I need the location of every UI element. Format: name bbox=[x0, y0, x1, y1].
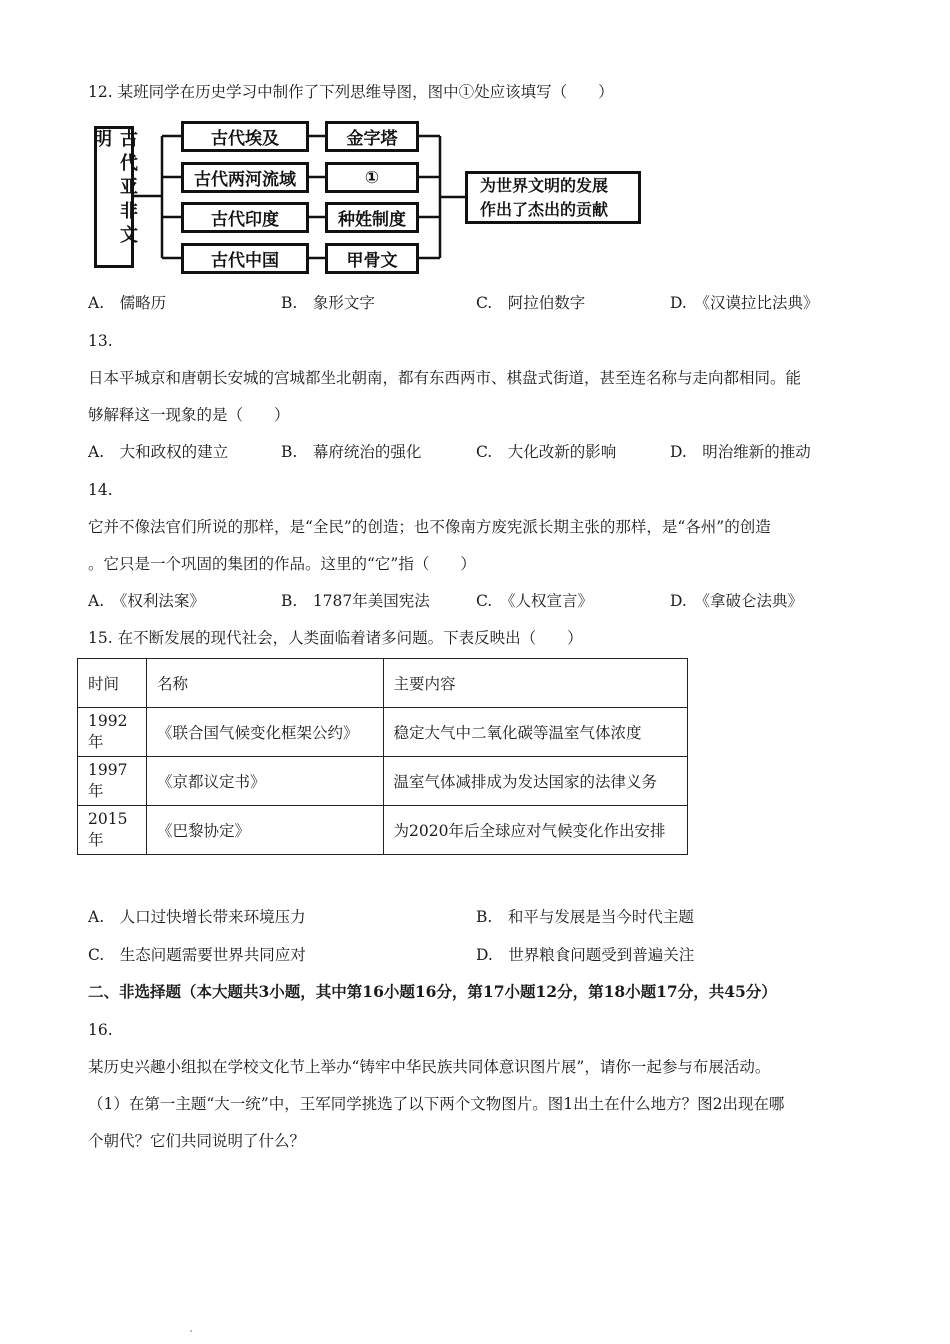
mindmap-conclusion bbox=[465, 171, 641, 224]
q13-option-a[interactable]: A. 大和政权的建立 bbox=[88, 443, 229, 461]
table-cell: 1992年 bbox=[78, 708, 147, 757]
mindmap-civ-egypt: 古代埃及 bbox=[181, 121, 309, 152]
table-header-cell: 名称 bbox=[146, 659, 383, 708]
q14-number: 14. bbox=[88, 481, 113, 499]
table-row bbox=[78, 806, 688, 855]
q14-stem-line2: 。它只是一个巩固的集团的作品。这里的“它”指（ ） bbox=[88, 555, 476, 573]
table-cell: 为2020年后全球应对气候变化作出安排 bbox=[383, 806, 687, 855]
q12-option-b[interactable]: B. 象形文字 bbox=[281, 294, 375, 312]
q14-option-b[interactable]: B. 1787年美国宪法 bbox=[281, 592, 430, 610]
mindmap-root: 古代亚非文明 bbox=[94, 126, 134, 268]
q12-stem: 12. 某班同学在历史学习中制作了下列思维导图，图中①处应该填写（ ） bbox=[88, 83, 614, 101]
mind-map-connectors bbox=[0, 0, 950, 290]
q15-option-d[interactable]: D. 世界粮食问题受到普遍关注 bbox=[476, 946, 695, 964]
q12-option-a[interactable]: A. 儒略历 bbox=[88, 294, 167, 312]
mindmap-civ-india: 古代印度 bbox=[181, 202, 309, 233]
mindmap-achievement-oracle: 甲骨文 bbox=[325, 243, 419, 274]
table-cell: 1997年 bbox=[78, 757, 147, 806]
q15-table bbox=[77, 658, 688, 855]
q15-stem: 15. 在不断发展的现代社会，人类面临着诸多问题。下表反映出（ ） bbox=[88, 629, 583, 647]
q13-stem-line1: 日本平城京和唐朝长安城的宫城都坐北朝南，都有东西两市、棋盘式街道，甚至连名称与走向都相同。能 bbox=[88, 369, 802, 387]
q16-sub1-line2: 个朝代？它们共同说明了什么？ bbox=[88, 1132, 306, 1150]
q16-sub1-line1: （1）在第一主题“大一统”中，王军同学挑选了以下两个文物图片。图1出土在什么地方？图2出现在哪 bbox=[88, 1095, 785, 1113]
q14-option-d[interactable]: D. 《拿破仑法典》 bbox=[670, 592, 804, 610]
q15-option-c[interactable]: C. 生态问题需要世界共同应对 bbox=[88, 946, 306, 964]
table-cell: 《巴黎协定》 bbox=[146, 806, 383, 855]
table-row bbox=[78, 757, 688, 806]
mind-map bbox=[0, 0, 950, 290]
mindmap-conclusion-line2: 作出了杰出的贡献 bbox=[480, 199, 609, 219]
q13-option-b[interactable]: B. 幕府统治的强化 bbox=[281, 443, 422, 461]
table-row bbox=[78, 708, 688, 757]
mindmap-civ-china: 古代中国 bbox=[181, 243, 309, 274]
q14-option-a[interactable]: A. 《权利法案》 bbox=[88, 592, 205, 610]
table-header-cell: 主要内容 bbox=[383, 659, 687, 708]
mindmap-achievement-pyramid: 金字塔 bbox=[325, 121, 419, 152]
q15-option-a[interactable]: A. 人口过快增长带来环境压力 bbox=[88, 908, 306, 926]
table-cell: 2015年 bbox=[78, 806, 147, 855]
page-speck bbox=[190, 1330, 192, 1332]
q16-stem: 某历史兴趣小组拟在学校文化节上举办“铸牢中华民族共同体意识图片展”，请你一起参与布展活动。 bbox=[88, 1058, 771, 1076]
table-header-cell: 时间 bbox=[78, 659, 147, 708]
q13-number: 13. bbox=[88, 332, 113, 350]
q13-option-d[interactable]: D. 明治维新的推动 bbox=[670, 443, 811, 461]
q13-stem-line2: 够解释这一现象的是（ ） bbox=[88, 406, 290, 424]
table-cell: 《京都议定书》 bbox=[146, 757, 383, 806]
q16-number: 16. bbox=[88, 1021, 113, 1039]
mindmap-civ-mesopotamia: 古代两河流域 bbox=[181, 162, 309, 193]
table-cell: 温室气体减排成为发达国家的法律义务 bbox=[383, 757, 687, 806]
table-cell: 《联合国气候变化框架公约》 bbox=[146, 708, 383, 757]
q12-option-c[interactable]: C. 阿拉伯数字 bbox=[476, 294, 586, 312]
q15-option-b[interactable]: B. 和平与发展是当今时代主题 bbox=[476, 908, 694, 926]
table-cell: 稳定大气中二氧化碳等温室气体浓度 bbox=[383, 708, 687, 757]
mindmap-conclusion-line1: 为世界文明的发展 bbox=[480, 175, 609, 195]
q13-option-c[interactable]: C. 大化改新的影响 bbox=[476, 443, 617, 461]
table-header-row bbox=[78, 659, 688, 708]
q12-option-d[interactable]: D. 《汉谟拉比法典》 bbox=[670, 294, 819, 312]
q14-option-c[interactable]: C. 《人权宣言》 bbox=[476, 592, 593, 610]
section-2-heading: 二、非选择题（本大题共3小题，其中第16小题16分，第17小题12分，第18小题17分，共45分） bbox=[88, 982, 777, 1001]
q14-stem-line1: 它并不像法官们所说的那样，是“全民”的创造；也不像南方废宪派长期主张的那样，是“各州”的创造 bbox=[88, 518, 771, 536]
mindmap-achievement-blank: ① bbox=[325, 162, 419, 193]
mindmap-achievement-caste: 种姓制度 bbox=[325, 202, 419, 233]
